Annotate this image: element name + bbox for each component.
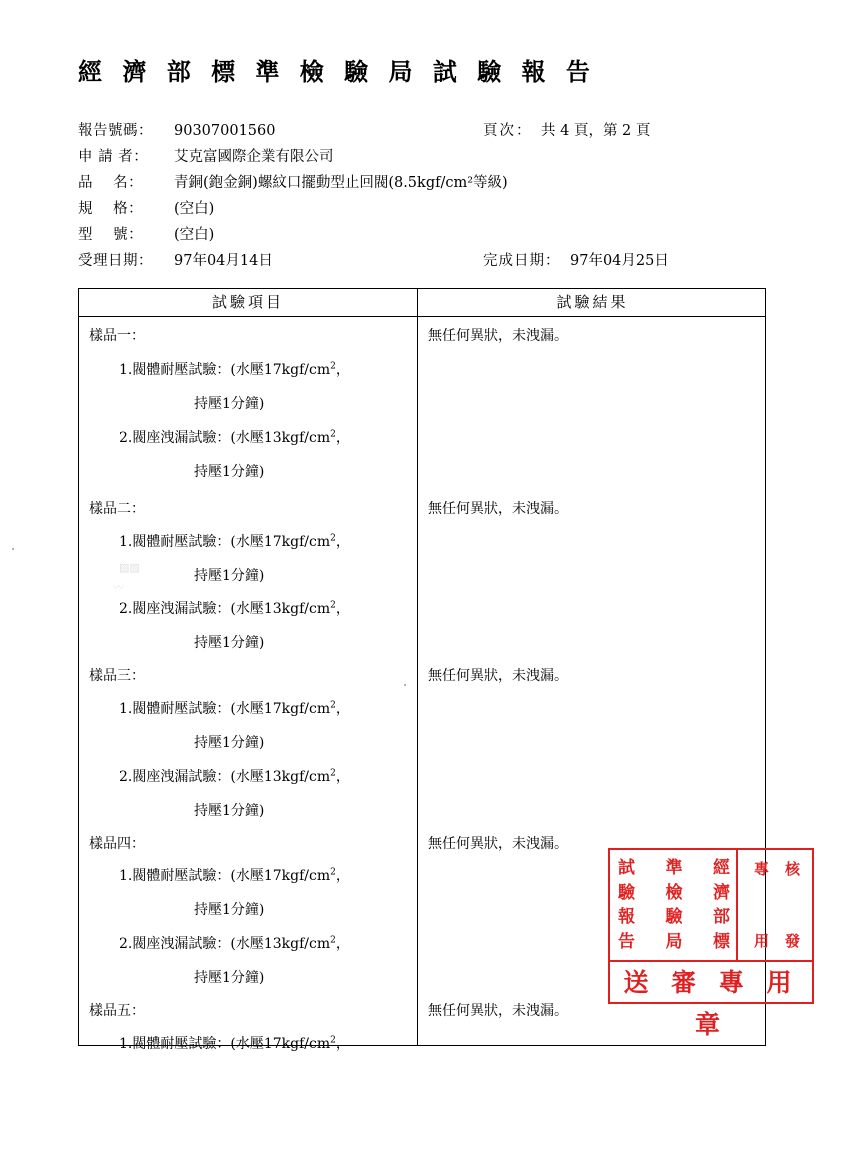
test-tail: ，: [335, 601, 350, 617]
test-index: 1.: [119, 701, 133, 717]
test-name: 閥體耐壓試驗：(水壓17kgf/cm: [132, 362, 331, 378]
meta-label-completed-date: 完成日期：: [483, 253, 561, 269]
test-tail: ，: [335, 868, 350, 884]
meta-value-specification: (空白): [174, 201, 215, 217]
test-line: [119, 1033, 350, 1053]
test-hold-line: 持壓1分鐘): [194, 568, 265, 584]
seal-main-text: [618, 860, 730, 952]
test-name: 閥座洩漏試驗：(水壓13kgf/cm: [132, 601, 331, 617]
meta-value-page: 共 4 頁，第 2 頁: [541, 123, 651, 139]
test-index: 2.: [119, 601, 133, 617]
sample-label: 樣品一：: [89, 328, 145, 344]
test-hold-line: 持壓1分鐘): [194, 396, 265, 412]
seal-char: 準: [665, 858, 683, 878]
test-hold-line: 持壓1分鐘): [194, 803, 265, 819]
seal-char: 驗: [665, 907, 683, 928]
test-name: 閥座洩漏試驗：(水壓13kgf/cm: [132, 430, 331, 446]
unit-superscript: 2: [330, 533, 336, 544]
unit-superscript: 2: [330, 935, 336, 946]
page-title: 經 濟 部 標 準 檢 驗 局 試 驗 報 告: [78, 57, 596, 86]
test-index: 2.: [119, 430, 133, 446]
test-hold-line: 持壓1分鐘): [194, 464, 265, 480]
meta-value-completed-date: 97年04月25日: [570, 253, 669, 269]
seal-column: [666, 860, 683, 952]
seal-char: 告: [618, 932, 635, 953]
meta-row-product-name: [78, 170, 768, 196]
seal-char: 局: [665, 932, 683, 953]
unit-superscript: 2: [330, 768, 336, 779]
test-results-table: [78, 288, 800, 1052]
table-header-row: [79, 289, 765, 317]
test-hold-line: 持壓1分鐘): [194, 635, 265, 651]
result-text: 無任何異狀，未洩漏。: [428, 668, 568, 684]
test-tail: ，: [335, 701, 350, 717]
test-tail: ，: [335, 430, 350, 446]
test-index: 1.: [119, 868, 133, 884]
meta-row-model: [78, 222, 768, 248]
test-index: 2.: [119, 936, 133, 952]
test-index: 2.: [119, 769, 133, 785]
meta-row-dates: [78, 248, 768, 274]
result-text: 無任何異狀，未洩漏。: [428, 836, 568, 852]
test-hold-line: 持壓1分鐘): [194, 735, 265, 751]
test-line: [119, 698, 350, 718]
scan-artifact: 〰: [113, 581, 124, 594]
unit-superscript: 2: [330, 600, 336, 611]
meta-label-report-number: 報告號碼：: [78, 123, 153, 139]
meta-value-report-number: 90307001560: [174, 123, 276, 139]
report-header-meta: [78, 118, 768, 274]
table-body: [79, 317, 800, 1052]
seal-char: 檢: [665, 882, 683, 903]
column-header-test-result: 試驗結果: [556, 293, 629, 311]
scan-artifact: ▨▨: [119, 561, 140, 574]
seal-char: 發: [784, 932, 800, 951]
test-name: 閥座洩漏試驗：(水壓13kgf/cm: [132, 769, 331, 785]
seal-char: 報: [618, 907, 635, 928]
seal-char: 試: [618, 858, 635, 878]
test-index: 1.: [119, 1036, 133, 1052]
test-name: 閥體耐壓試驗：(水壓17kgf/cm: [132, 868, 331, 884]
test-line: [119, 933, 350, 953]
meta-label-model: 型 號：: [78, 227, 144, 243]
meta-row-applicant: [78, 144, 768, 170]
test-name: 閥體耐壓試驗：(水壓17kgf/cm: [132, 534, 331, 550]
seal-secondary-text: [746, 862, 808, 950]
test-line: [119, 427, 350, 447]
seal-column: [785, 862, 800, 950]
test-index: 1.: [119, 534, 133, 550]
seal-char: 用: [753, 932, 769, 951]
seal-column: [618, 860, 635, 952]
meta-value-product-name: 青銅(鉋金銅)螺紋口擺動型止回閥(8.5kgf/cm²等級): [174, 175, 508, 191]
unit-superscript: 2: [330, 867, 336, 878]
meta-label-page: 頁次：: [483, 123, 533, 139]
meta-label-specification: 規 格：: [78, 201, 144, 217]
meta-row-specification: [78, 196, 768, 222]
test-line: [119, 598, 350, 618]
seal-char: 標: [713, 932, 730, 953]
seal-char: 驗: [618, 882, 635, 903]
seal-char: 核: [784, 860, 800, 878]
test-tail: ，: [335, 1036, 350, 1052]
test-tail: ，: [335, 936, 350, 952]
meta-value-received-date: 97年04月14日: [174, 253, 273, 269]
meta-value-applicant: 艾克富國際企業有限公司: [174, 149, 334, 165]
test-tail: ，: [335, 769, 350, 785]
test-tail: ，: [335, 362, 350, 378]
unit-superscript: 2: [330, 700, 336, 711]
seal-char: 部: [713, 907, 730, 928]
test-index: 1.: [119, 362, 133, 378]
test-name: 閥體耐壓試驗：(水壓17kgf/cm: [132, 701, 331, 717]
seal-char: 經: [713, 858, 730, 878]
meta-label-received-date: 受理日期：: [78, 253, 153, 269]
meta-label-product-name: 品 名：: [78, 175, 144, 191]
table-column-test-results: [418, 317, 800, 1046]
test-hold-line: 持壓1分鐘): [194, 970, 265, 986]
test-line: [119, 865, 350, 885]
unit-superscript: 2: [330, 429, 336, 440]
seal-divider-vertical: [736, 850, 738, 960]
sample-label: 樣品五：: [89, 1003, 145, 1019]
test-name: 閥座洩漏試驗：(水壓13kgf/cm: [132, 936, 331, 952]
test-name: 閥體耐壓試驗：(水壓17kgf/cm: [132, 1036, 331, 1052]
test-line: [119, 766, 350, 786]
meta-row-report-number: [78, 118, 768, 144]
result-text: 無任何異狀，未洩漏。: [428, 328, 568, 344]
official-seal-stamp: [608, 848, 814, 1039]
meta-value-model: (空白): [174, 227, 215, 243]
sample-label: 樣品四：: [89, 836, 145, 852]
table-column-test-items: [79, 317, 417, 1052]
seal-column: [754, 862, 769, 950]
column-header-test-item: 試驗項目: [211, 293, 284, 311]
seal-char: 專: [753, 860, 769, 878]
sample-label: 樣品二：: [89, 501, 145, 517]
test-tail: ，: [335, 534, 350, 550]
test-line: [119, 359, 350, 379]
result-text: 無任何異狀，未洩漏。: [428, 501, 568, 517]
seal-column: [713, 860, 730, 952]
result-text: 無任何異狀，未洩漏。: [428, 1003, 568, 1019]
seal-char: 濟: [713, 882, 730, 903]
sample-label: 樣品三：: [89, 668, 145, 684]
unit-superscript: 2: [330, 361, 336, 372]
scan-speck: [12, 548, 14, 550]
test-hold-line: 持壓1分鐘): [194, 902, 265, 918]
seal-bottom-text: 送 審 專 用 章: [623, 968, 799, 1039]
meta-label-applicant: 申 請 者：: [78, 149, 149, 165]
unit-superscript: 2: [330, 1035, 336, 1046]
scan-speck: [404, 684, 406, 686]
test-line: [119, 531, 350, 551]
